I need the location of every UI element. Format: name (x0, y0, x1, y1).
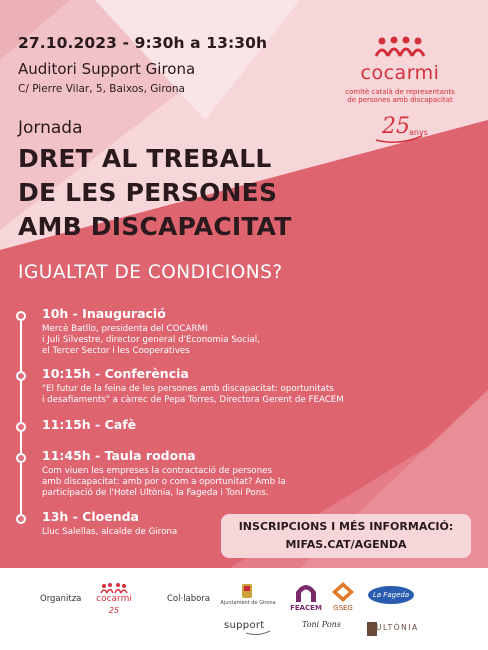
collaborator-label: Col·labora (167, 594, 211, 604)
logo-subtitle (335, 88, 465, 104)
fageda-logo (366, 584, 416, 608)
tonipons-logo (302, 618, 346, 638)
support-text: support (224, 620, 265, 631)
organizer-logo (90, 582, 138, 622)
sponsors-footer (0, 568, 488, 650)
logo-wordmark: cocarmi (360, 62, 440, 84)
registration-link[interactable]: MIFAS.CAT/AGENDA (285, 538, 407, 551)
desc-line: i desafiaments" a càrrec de Pepa Torres, Directora Gerent de FEACEM (42, 395, 344, 405)
anniversary-word: anys (409, 128, 428, 137)
desc-line: i Juli Silvestre, director general d'Economia Social, (42, 335, 260, 345)
registration-label: INSCRIPCIONS I MÉS INFORMACIÓ: (238, 520, 454, 533)
desc-line: Mercè Batllo, presidenta del COCARMI (42, 324, 208, 334)
event-venue: Auditori Support Girona (18, 60, 196, 78)
desc-line: amb discapacitat: amb por o com a oportunitat? Amb la (42, 477, 286, 487)
desc-line: participació de l'Hotel Ultònia, la Fageda i Toni Pons. (42, 488, 269, 498)
organizer-anniversary: 25 (108, 606, 120, 615)
program-item-desc (42, 384, 344, 406)
gseg-logo (328, 580, 358, 616)
ajuntament-text: Ajuntament de Girona (220, 600, 276, 606)
desc-line: el Tercer Sector i les Cooperatives (42, 346, 190, 356)
program-item-time: 11:15h - Cafè (42, 417, 137, 432)
gseg-diamond-icon (328, 580, 358, 604)
event-date-time: 27.10.2023 - 9:30h a 13:30h (18, 34, 268, 52)
logo-subtitle-line: de persones amb discapacitat (347, 96, 453, 104)
feacem-logo (288, 580, 324, 616)
ultonia-text: ULTÒNIA (376, 623, 419, 632)
program-item-desc (42, 466, 286, 499)
support-logo (224, 618, 270, 638)
heading-subtitle: IGUALTAT DE CONDICIONS? (18, 262, 283, 283)
program-item-time: 11:45h - Taula rodona (42, 448, 196, 463)
desc-line: Com viuen les empreses la contractació de persones (42, 466, 272, 476)
timeline-dot (16, 453, 26, 463)
tonipons-text: Toni Pons (302, 620, 341, 629)
timeline-dot (16, 371, 26, 381)
title-line: AMB DISCAPACITAT (18, 212, 292, 241)
logo-subtitle-line: comitè català de representants (345, 88, 455, 96)
desc-line: "El futur de la feina de les persones amb discapacitat: oportunitats (42, 384, 334, 394)
feacem-text: FEACEM (290, 604, 322, 612)
anniversary-number: 25 (382, 114, 410, 139)
program-item-time: 13h - Cloenda (42, 509, 139, 524)
fageda-text: La Fageda (372, 591, 410, 599)
title-line: DRET AL TREBALL (18, 144, 272, 173)
program-item-time: 10:15h - Conferència (42, 366, 189, 381)
cocarmi-logo (330, 36, 470, 156)
timeline-dot (16, 422, 26, 432)
program-item-desc (42, 324, 260, 357)
feacem-arch-icon (288, 580, 324, 604)
event-address: C/ Pierre Vilar, 5, Baixos, Girona (18, 83, 185, 95)
program-item-desc (42, 527, 177, 538)
organizer-wordmark: cocarmi (96, 594, 132, 604)
desc-line: Lluc Salellas, alcalde de Girona (42, 527, 178, 537)
registration-box[interactable] (221, 514, 471, 558)
ultonia-logo (366, 618, 422, 640)
swoosh-icon (374, 134, 424, 144)
organizer-label: Organitza (40, 594, 82, 604)
people-icon (372, 36, 428, 60)
gseg-text: GSEG (333, 604, 353, 612)
title-line: DE LES PERSONES (18, 178, 278, 207)
timeline-line (20, 318, 22, 518)
timeline-dot (16, 311, 26, 321)
girona-crest-icon (222, 582, 274, 600)
program-item-time: 10h - Inauguració (42, 306, 166, 321)
ajuntament-logo (222, 582, 274, 612)
timeline-dot (16, 514, 26, 524)
heading-kicker: Jornada (18, 118, 83, 138)
support-swoosh-icon (246, 630, 270, 636)
